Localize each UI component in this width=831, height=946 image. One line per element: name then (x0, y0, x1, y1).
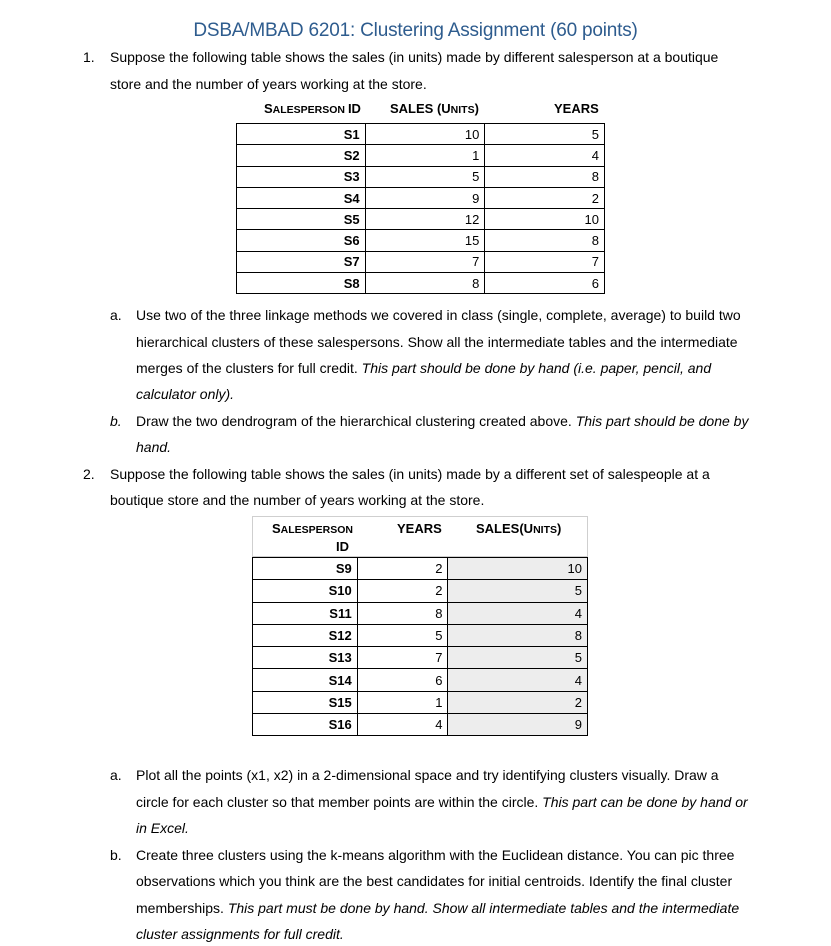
q1a-line1: Use two of the three linkage methods we covered in class (single, complete, average) to build two (136, 307, 741, 323)
q1a-line3: merges of the clusters for full credit. This part should be done by hand (i.e. paper, pencil, and (136, 360, 712, 376)
q1a-line2: hierarchical clusters of these salespersons. Show all the intermediate tables and the intermediate (136, 334, 738, 350)
cell-id: S6 (237, 230, 366, 251)
cell-id: S11 (253, 602, 358, 624)
table-row (237, 230, 605, 251)
page-title: DSBA/MBAD 6201: Clustering Assignment (60 points) (193, 20, 638, 41)
cell-sales: 9 (365, 187, 485, 208)
table-row (237, 251, 605, 272)
cell-sales: 12 (365, 209, 485, 230)
q2-intro-line1: Suppose the following table shows the sales (in units) made by a different set of salespeople at a (110, 466, 710, 482)
cell-sales: 15 (365, 230, 485, 251)
cell-sales: 10 (448, 558, 588, 580)
table-row (237, 273, 605, 294)
table-row (237, 124, 605, 145)
t1-header-years: YEARS (554, 101, 599, 116)
cell-sales: 9 (448, 714, 588, 736)
cell-years: 6 (485, 273, 605, 294)
cell-sales: 2 (448, 691, 588, 713)
q1a-line4: calculator only). (136, 386, 235, 402)
cell-id: S3 (237, 166, 366, 187)
cell-sales: 7 (365, 251, 485, 272)
cell-id: S9 (253, 558, 358, 580)
cell-sales: 8 (365, 273, 485, 294)
q1-intro-line2: store and the number of years working at the store. (110, 76, 427, 92)
q2-intro-line2: boutique store and the number of years working at the store. (110, 492, 485, 508)
cell-years: 8 (357, 602, 448, 624)
cell-id: S16 (253, 714, 358, 736)
cell-years: 4 (485, 145, 605, 166)
q1b-line1: Draw the two dendrogram of the hierarchical clustering created above. This part should be done by (136, 413, 749, 429)
t1-header-sales: SALES (UNITS) (390, 101, 479, 116)
cell-id: S7 (237, 251, 366, 272)
cell-sales: 5 (365, 166, 485, 187)
cell-id: S14 (253, 669, 358, 691)
t2-header-sales: SALES(UNITS) (476, 521, 562, 536)
q2a-line2: circle for each cluster so that member points are within the circle. This part can be done by hand or (136, 794, 748, 810)
q2a-line1: Plot all the points (x1, x2) in a 2-dimensional space and try identifying clusters visually. Draw a (136, 767, 719, 783)
cell-id: S8 (237, 273, 366, 294)
cell-id: S1 (237, 124, 366, 145)
cell-years: 4 (357, 714, 448, 736)
cell-id: S12 (253, 624, 358, 646)
cell-years: 10 (485, 209, 605, 230)
q1-number: 1. (83, 49, 95, 65)
table-row (253, 669, 588, 691)
q2-number: 2. (83, 466, 95, 482)
table-row (253, 647, 588, 669)
q2b-label: b. (110, 847, 122, 863)
q1b-line2: hand. (136, 439, 172, 455)
cell-years: 2 (357, 580, 448, 602)
q1b-label: b. (110, 413, 122, 429)
table-row (253, 558, 588, 580)
table-row (253, 602, 588, 624)
table-row (253, 691, 588, 713)
t1-header-id: SALESPERSON ID (264, 101, 361, 116)
table-row (253, 580, 588, 602)
q2b-line1: Create three clusters using the k-means algorithm with the Euclidean distance. You can pic three (136, 847, 735, 863)
cell-years: 8 (485, 230, 605, 251)
salesperson-table-2 (252, 557, 588, 736)
t2-header-id: SALESPERSON (272, 521, 354, 536)
cell-id: S4 (237, 187, 366, 208)
cell-sales: 8 (448, 624, 588, 646)
cell-id: S10 (253, 580, 358, 602)
cell-years: 8 (485, 166, 605, 187)
salesperson-table-1 (236, 123, 605, 294)
cell-sales: 10 (365, 124, 485, 145)
cell-id: S2 (237, 145, 366, 166)
cell-years: 5 (357, 624, 448, 646)
cell-years: 1 (357, 691, 448, 713)
cell-id: S15 (253, 691, 358, 713)
t2-header-years: YEARS (397, 521, 442, 536)
table-row (237, 166, 605, 187)
q1a-label: a. (110, 307, 122, 323)
q2a-label: a. (110, 767, 122, 783)
cell-sales: 5 (448, 580, 588, 602)
cell-years: 6 (357, 669, 448, 691)
q1-intro-line1: Suppose the following table shows the sales (in units) made by different salesperson at a boutique (110, 49, 719, 65)
q2b-line4: cluster assignments for full credit. (136, 926, 344, 942)
table-row (237, 187, 605, 208)
cell-years: 2 (357, 558, 448, 580)
q2b-line2: observations which you think are the best candidates for initial centroids. Identify the final cluster (136, 873, 733, 889)
cell-years: 7 (485, 251, 605, 272)
cell-sales: 5 (448, 647, 588, 669)
cell-sales: 4 (448, 602, 588, 624)
cell-sales: 4 (448, 669, 588, 691)
table-row (237, 209, 605, 230)
cell-id: S5 (237, 209, 366, 230)
cell-years: 5 (485, 124, 605, 145)
table-row (253, 714, 588, 736)
table-row (237, 145, 605, 166)
cell-sales: 1 (365, 145, 485, 166)
cell-years: 7 (357, 647, 448, 669)
cell-years: 2 (485, 187, 605, 208)
cell-id: S13 (253, 647, 358, 669)
table-row (253, 624, 588, 646)
q2a-line3: in Excel. (136, 820, 189, 836)
q2b-line3: memberships. This part must be done by hand. Show all intermediate tables and the intermediate (136, 900, 740, 916)
t2-header-id-line2: ID (336, 539, 349, 554)
